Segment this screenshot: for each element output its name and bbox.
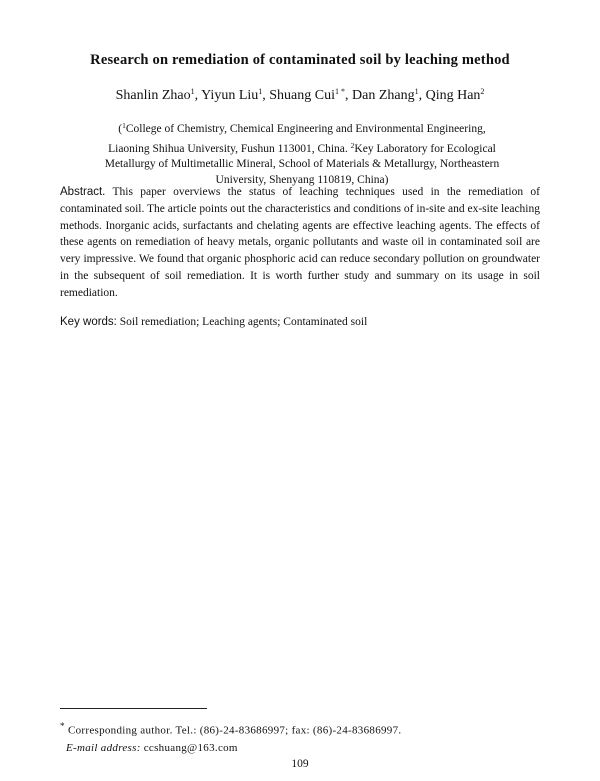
footnote-line-1 xyxy=(60,718,540,740)
author-separator: , xyxy=(345,88,352,103)
email-address: ccshuang@163.com xyxy=(143,741,238,754)
affiliation-1: College of Chemistry, Chemical Engineering and Environmental Engineering, Liaoning Shihua University, Fushun 113001, China. xyxy=(108,123,486,155)
author-name: Shuang Cui xyxy=(269,88,335,103)
author-name: Dan Zhang xyxy=(352,88,415,103)
author-affiliation-marker: 1 xyxy=(258,87,263,96)
keywords-text: Soil remediation; Leaching agents; Contaminated soil xyxy=(119,316,368,328)
author-name: Yiyun Liu xyxy=(201,88,259,103)
page-number: 109 xyxy=(291,758,309,770)
author-separator: , xyxy=(194,88,202,103)
footnote-star: * xyxy=(60,721,65,731)
affiliation-marker-1: 1 xyxy=(122,121,126,130)
author-affiliation-marker: 1 * xyxy=(335,87,345,96)
abstract xyxy=(60,184,540,302)
footnote-line-2 xyxy=(60,740,540,757)
footnote-corresponding-author: Corresponding author. Tel.: (86)-24-83686997; fax: (86)-24-83686997. xyxy=(67,724,402,737)
affiliation-2: Key Laboratory for Ecological Metallurgy of Multimetallic Mineral, School of Materials & Metallurgy, Northeastern University, Shenyang 110819, China) xyxy=(104,142,500,186)
abstract-text: This paper overviews the status of leaching techniques used in the remediation of contaminated soil. The article points out the characteristics and conditions of in-site and ex-site leaching methods. Inorganic acids, surfactants and chelating agents are effective leaching agents. The effects of these agents on remediation of heavy metals, organic pollutants and waste oil in contaminated soil are very impressive. We found that organic phosphoric acid can reduce secondary pollution on groundwater in the subsequent of soil remediation. It is worth further study and summary on its usage in soil remediation. xyxy=(60,186,540,299)
paper-title: Research on remediation of contaminated soil by leaching method xyxy=(90,52,510,68)
abstract-label: Abstract. xyxy=(60,186,106,198)
author-separator: , xyxy=(262,88,270,103)
footnote-divider xyxy=(60,708,207,709)
author-separator: , xyxy=(418,88,426,103)
author-list xyxy=(0,87,600,104)
author-affiliation-marker: 2 xyxy=(480,87,485,96)
affiliation-marker-2: 2 xyxy=(350,140,355,150)
affiliation-open-paren: ( xyxy=(118,123,123,135)
affiliations xyxy=(100,118,504,188)
author-name: Qing Han xyxy=(425,88,481,103)
author-affiliation-marker: 1 xyxy=(414,87,419,96)
footnote xyxy=(60,718,540,757)
email-label: E-mail address: xyxy=(66,741,141,754)
author-name: Shanlin Zhao xyxy=(115,88,191,103)
author-affiliation-marker: 1 xyxy=(190,87,195,96)
keywords-label: Key words: xyxy=(60,316,117,328)
keywords xyxy=(60,316,540,328)
